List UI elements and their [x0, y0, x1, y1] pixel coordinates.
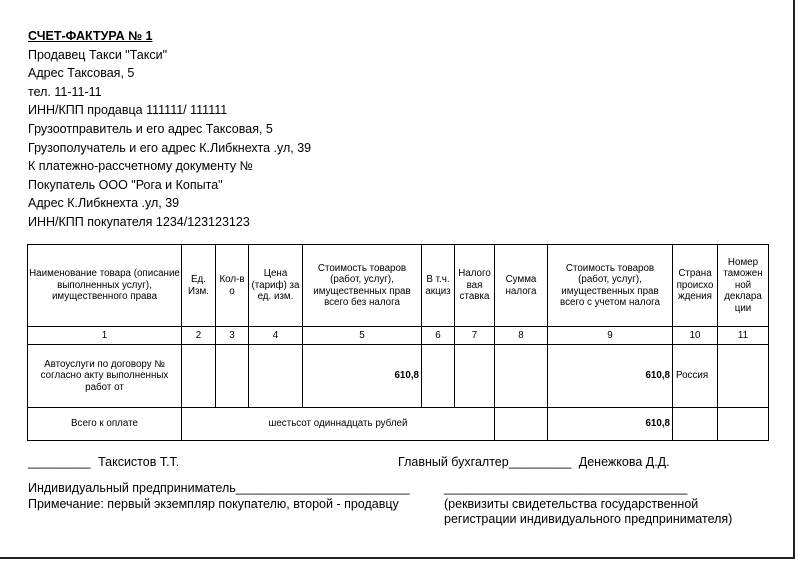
registration-note: (реквизиты свидетельства государственной регистрации индивидуального предпринимателя) [444, 497, 733, 526]
seller-line: Продавец Такси "Такси" [28, 47, 168, 62]
total-empty-cell [673, 408, 718, 441]
header-cell-cost-with-tax: Стоимость товаров (работ, услуг), имущественных прав всего с учетом налога [548, 245, 673, 327]
header-cell-price: Цена (тариф) за ед. изм. [249, 245, 303, 327]
item-qty [216, 345, 249, 408]
column-number: 7 [455, 327, 495, 345]
taxist-name: Таксистов Т.Т. [98, 455, 180, 469]
column-number: 9 [548, 327, 673, 345]
buyer-inn-line: ИНН/КПП покупателя 1234/123123123 [28, 214, 250, 229]
buyer-line: Покупатель ООО "Рога и Копыта" [28, 177, 223, 192]
item-description: Автоуслуги по договору № согласно акту выполненных работ от [28, 345, 182, 408]
entrepreneur-label: Индивидуальный предприниматель_________________________ [28, 481, 410, 495]
column-numbers-row [28, 327, 769, 345]
seller-inn-line: ИНН/КПП продавца 111111/ 111111 [28, 103, 228, 118]
payment-doc-line: К платежно-рассчетному документу № [28, 159, 254, 174]
accountant-label: Главный бухгалтер_________ [398, 455, 572, 469]
invoice-table [27, 244, 769, 441]
item-tax-rate [455, 345, 495, 408]
registration-line: ___________________________________ [444, 481, 688, 495]
item-excise [422, 345, 455, 408]
buyer-address-line: Адрес К.Либкнехта .ул, 39 [28, 196, 180, 211]
total-empty-cell [718, 408, 769, 441]
item-tax-sum [495, 345, 548, 408]
seller-address-line: Адрес Таксовая, 5 [28, 66, 135, 81]
item-cost-without-tax: 610,8 [303, 345, 422, 408]
invoice-header [28, 27, 311, 232]
column-number: 6 [422, 327, 455, 345]
taxist-signature-line: _________ [28, 455, 91, 469]
copies-note: Примечание: первый экземпляр покупателю, второй - продавцу [28, 497, 399, 511]
total-row [28, 408, 769, 441]
column-number: 11 [718, 327, 769, 345]
header-cell-tax-sum: Сумма налога [495, 245, 548, 327]
header-cell-excise: В т.ч. акциз [422, 245, 455, 327]
header-cell-name: Наименование товара (описание выполненных услуг), имущественного права [28, 245, 182, 327]
invoice-title: СЧЕТ-ФАКТУРА № 1 [28, 29, 153, 43]
item-declaration [718, 345, 769, 408]
column-number: 10 [673, 327, 718, 345]
header-cell-unit: Ед. Изм. [182, 245, 216, 327]
accountant-name: Денежкова Д.Д. [578, 455, 670, 469]
total-empty-cell [495, 408, 548, 441]
header-cell-tax-rate: Налого вая ставка [455, 245, 495, 327]
item-cost-with-tax: 610,8 [548, 345, 673, 408]
column-number: 4 [249, 327, 303, 345]
total-label: Всего к оплате [28, 408, 182, 441]
header-cell-declaration: Номер таможен ной деклара ции [718, 245, 769, 327]
table-row [28, 345, 769, 408]
shipper-line: Грузоотправитель и его адрес Таксовая, 5 [28, 121, 273, 136]
accountant-signature [398, 455, 670, 469]
header-cell-qty: Кол-в о [216, 245, 249, 327]
column-number: 5 [303, 327, 422, 345]
total-in-words: шестьсот одиннадцать рублей [182, 408, 495, 441]
column-number: 2 [182, 327, 216, 345]
header-cell-country: Страна происхо ждения [673, 245, 718, 327]
taxist-signature [28, 455, 179, 469]
column-number: 8 [495, 327, 548, 345]
header-cell-cost-no-tax: Стоимость товаров (работ, услуг), имущественных прав всего без налога [303, 245, 422, 327]
item-country: Россия [673, 345, 718, 408]
seller-phone-line: тел. 11-11-11 [28, 84, 102, 99]
table-header-row [28, 245, 769, 327]
total-sum: 610,8 [548, 408, 673, 441]
consignee-line: Грузополучатель и его адрес К.Либкнехта .ул, 39 [28, 140, 312, 155]
column-number: 1 [28, 327, 182, 345]
column-number: 3 [216, 327, 249, 345]
item-price [249, 345, 303, 408]
item-unit [182, 345, 216, 408]
